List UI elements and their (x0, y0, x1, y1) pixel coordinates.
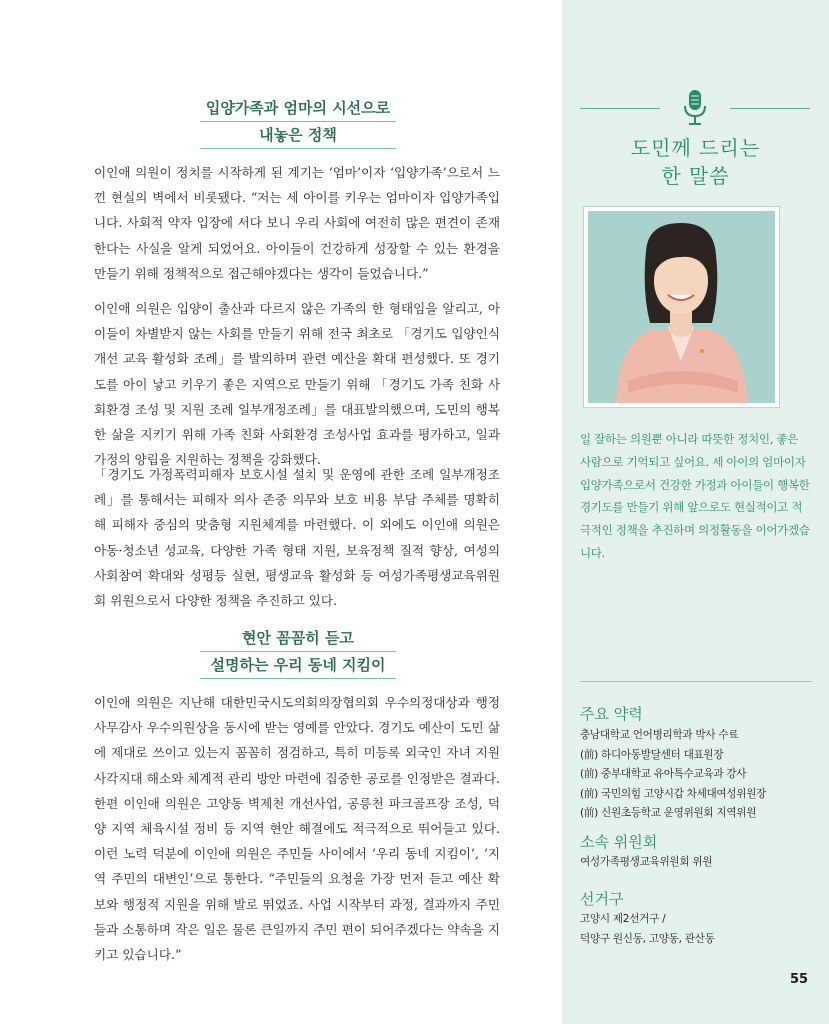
page-number: 55 (790, 972, 809, 987)
section-heading-adoption (200, 96, 396, 150)
sidebar-divider (580, 681, 812, 682)
sidebar-title-line: 한 말씀 (661, 164, 730, 188)
committee-heading: 소속 위원회 (580, 833, 658, 851)
sidebar-quote: 일 잘하는 의원뿐 아니라 따뜻한 정치인, 좋은 사람으로 기억되고 싶어요. 세 아이의 엄마이자 입양가족으로서 건강한 가정과 아이들이 행복한 경기도를 만들기 위해 앞으로도 현실적이고 적극적인 정책을 추진하며 의정활동을 이어가겠습니다. (580, 432, 810, 560)
sidebar-title (562, 134, 829, 190)
heading-rule (200, 121, 396, 122)
portrait-frame (583, 206, 780, 408)
committee-list (580, 853, 812, 873)
portrait-photo (588, 211, 775, 403)
district-item: 고양시 제2선거구 / (580, 913, 666, 925)
microphone-icon (677, 88, 713, 128)
paragraph-domestic-violence: 「경기도 가정폭력피해자 보호시설 설치 및 운영에 관한 조례 일부개정조례」를 통해서는 피해자 의사 존중 의무와 보호 비용 부담 주체를 명확히 해 피해자 중심의 맞춤형 지원체계를 마련했다. 이 외에도 이인애 의원은 아동·청소년 성교육, 다양한 가족 형태 지원, 보육정책 질적 향상, 여성의 사회참여 확대와 성평등 실현, 평생교육 활성화 등 여성가족평생교육위원회 위원으로서 다양한 정책을 추진하고 있다. (94, 467, 500, 609)
district-item: 덕양구 원신동, 고양동, 관산동 (580, 932, 715, 945)
divider-line (580, 108, 660, 109)
heading-rule (200, 678, 396, 679)
section-heading-neighborhood (200, 626, 396, 680)
committee-item: 여성가족평생교육위원회 위원 (580, 856, 713, 868)
career-item: (前) 하디아동발달센터 대표원장 (580, 748, 724, 761)
career-item: (前) 신원초등학교 운영위원회 지역위원 (580, 807, 757, 819)
career-list (580, 726, 812, 824)
heading-line: 내놓은 정책 (259, 126, 337, 144)
profile-sidebar (562, 0, 829, 1024)
career-item: 충남대학교 언어병리학과 박사 수료 (580, 729, 739, 741)
sidebar-title-line: 도민께 드리는 (630, 136, 761, 160)
district-list (580, 910, 812, 949)
heading-line: 설명하는 우리 동네 지킴이 (210, 656, 386, 674)
paragraph-motivation: 이인애 의원이 정치를 시작하게 된 계기는 ‘엄마’이자 ‘입양가족’으로서 느낀 현실의 벽에서 비롯됐다. “저는 세 아이를 키우는 엄마이자 입양가족입니다. 사회적 약자 입장에 서다 보니 우리 사회에 여전히 많은 편견이 존재한다는 사실을 알게 되었어요. 아이들이 건강하게 성장할 수 있는 환경을 만들기 위해 정책적으로 접근해야겠다는 생각이 들었습니다.” (94, 165, 500, 281)
paragraph-awards-local: 이인애 의원은 지난해 대한민국시도의회의장협의회 우수의정대상과 행정사무감사 우수의원상을 동시에 받는 영예를 안았다. 경기도 예산이 도민 삶에 제대로 쓰이고 있는지 꼼꼼히 점검하고, 특히 미등록 외국인 자녀 지원 사각지대 해소와 체계적 관리 방안 마련에 집중한 공로를 인정받은 결과다. 한편 이인애 의원은 고양동 벽제천 개선사업, 공릉천 파크골프장 조성, 덕양 지역 체육시설 정비 등 지역 현안 해결에도 적극적으로 뛰어들고 있다. 이런 노력 덕분에 이인애 의원은 주민들 사이에서 ‘우리 동네 지킴이’, ‘지역 주민의 대변인’으로 통한다. “주민들의 요청을 가장 먼저 듣고 예산 확보와 행정적 지원을 위해 발로 뛰었죠. 사업 시작부터 과정, 결과까지 주민들과 소통하며 작은 일은 물론 큰일까지 주민 편이 되어주겠다는 약속을 지키고 있습니다.” (94, 695, 500, 963)
career-item: (前) 국민의힘 고양시갑 차세대여성위원장 (580, 787, 767, 800)
district-heading: 선거구 (580, 890, 624, 908)
heading-rule (200, 148, 396, 149)
career-heading: 주요 약력 (580, 705, 643, 723)
career-item: (前) 중부대학교 유아특수교육과 강사 (580, 768, 747, 780)
heading-rule (200, 651, 396, 652)
portrait-illustration (588, 211, 775, 403)
heading-line: 입양가족과 엄마의 시선으로 (205, 99, 391, 117)
paragraph-adoption-policy: 이인애 의원은 입양이 출산과 다르지 않은 가족의 한 형태임을 알리고, 아이들이 차별받지 않는 사회를 만들기 위해 전국 최초로 「경기도 입양인식 개선 교육 활성화 조례」를 발의하며 관련 예산을 확대 편성했다. 또 경기도를 아이 낳고 키우기 좋은 지역으로 만들기 위해 「경기도 가족 친화 사회환경 조성 및 지원 조례 일부개정조례」를 대표발의했으며, 도민의 행복한 삶을 지키기 위해 가족 친화 사회환경 조성사업 효과를 평가하고, 일과 가정의 양립을 지원하는 정책을 강화했다. (94, 301, 500, 468)
heading-line: 현안 꼼꼼히 듣고 (242, 629, 354, 647)
microphone-divider (580, 88, 810, 128)
divider-line (730, 108, 810, 109)
